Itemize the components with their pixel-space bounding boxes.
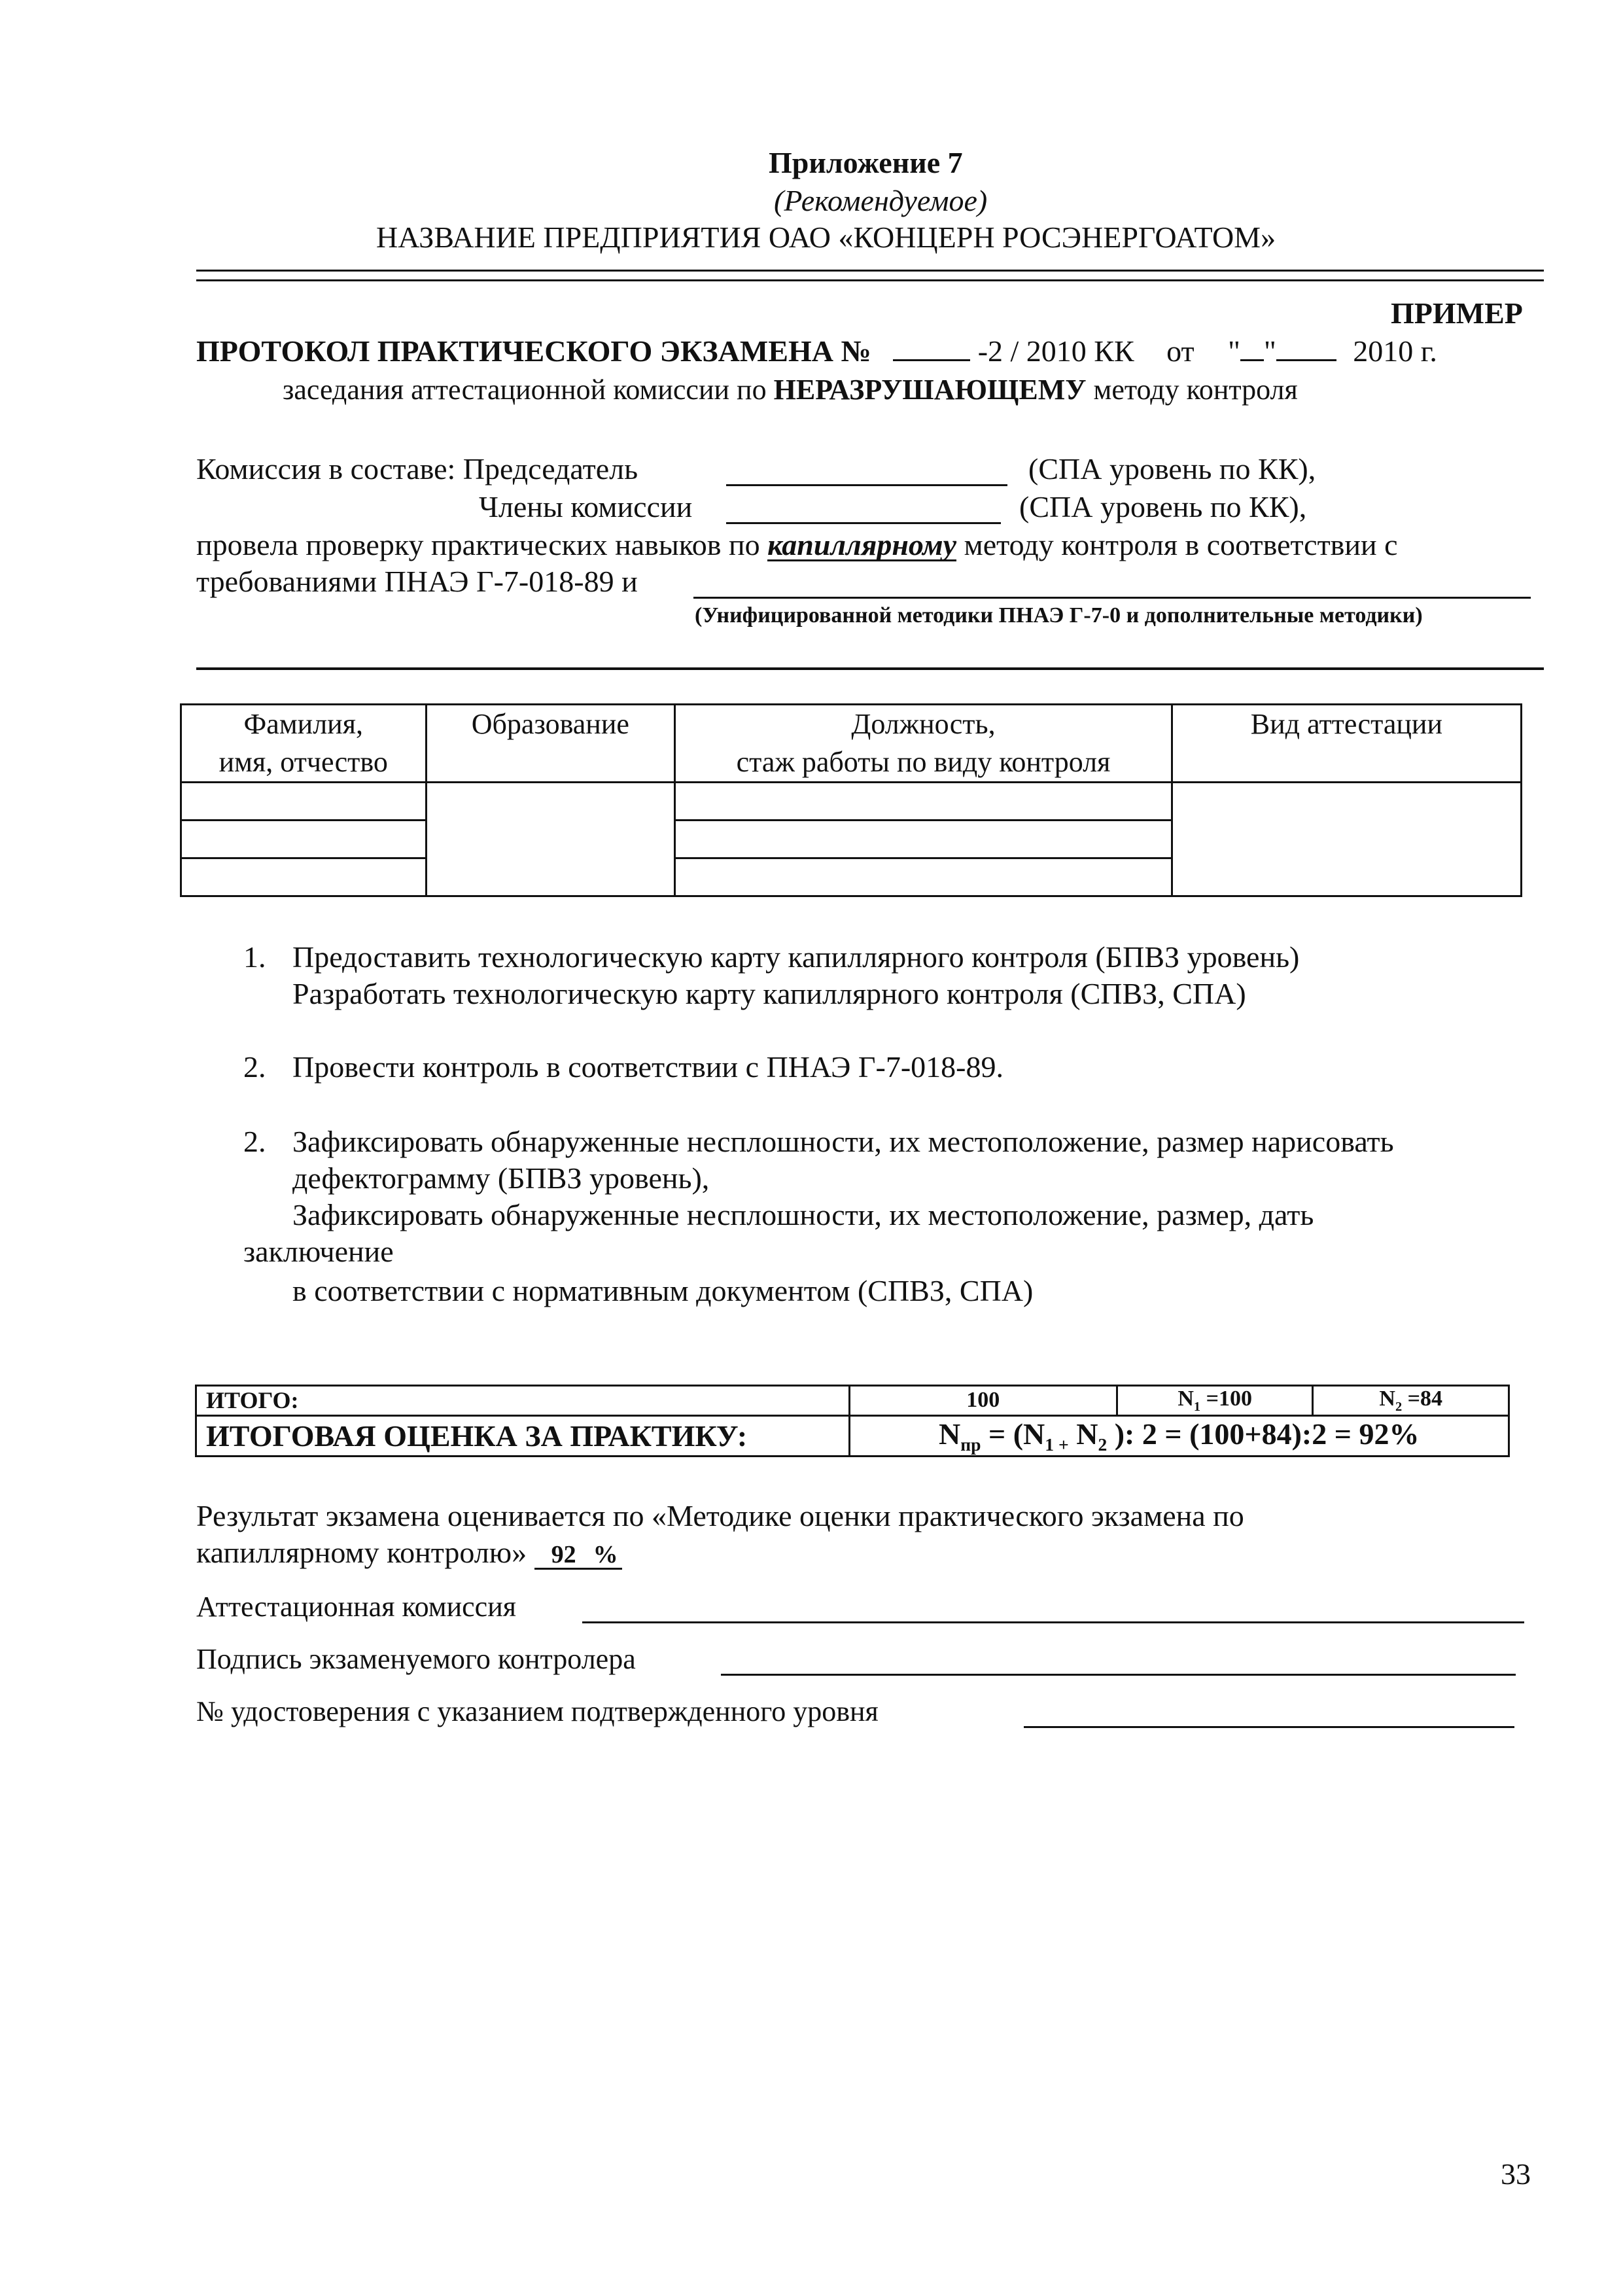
commission-chair-label: Комиссия в составе: Председатель: [196, 452, 638, 486]
task-3-line5: в соответствии с нормативным документом (СПВЗ, СПА): [292, 1274, 1034, 1307]
methodology-note: (Унифицированной методики ПНАЭ Г-7-0 и дополнительные методики): [695, 603, 1423, 627]
certificate-line: [1024, 1726, 1514, 1728]
chair-blank: [726, 484, 1007, 486]
result-unit: %: [593, 1541, 618, 1568]
position-cell: [675, 821, 1172, 858]
commission-signature-label: Аттестационная комиссия: [196, 1591, 516, 1623]
protocol-title-line: [196, 334, 1437, 368]
totals-row: [196, 1386, 1509, 1416]
protocol-year: 2010 г.: [1353, 334, 1437, 368]
task-1-line2: Разработать технологическую карту капиллярного контроля (СПВЗ, СПА): [292, 977, 1246, 1010]
examinee-signature-label: Подпись экзаменуемого контролера: [196, 1643, 636, 1675]
header-position: Должность, стаж работы по виду контроля: [675, 705, 1172, 783]
n1-value: $N_1 =100$: [1117, 1386, 1313, 1416]
result-score: [534, 1542, 622, 1570]
members-level: (СПА уровень по КК),: [1019, 490, 1307, 523]
final-score-label: ИТОГОВАЯ ОЦЕНКА ЗА ПРАКТИКУ:: [196, 1415, 850, 1456]
commission-signature-line: [582, 1621, 1524, 1623]
n2-value: $N_2 =84$: [1313, 1386, 1509, 1416]
day-blank: [1240, 359, 1264, 361]
protocol-subtitle: [283, 373, 1298, 406]
date-quote-close: ": [1263, 334, 1276, 368]
examinee-signature-line: [721, 1674, 1516, 1676]
table-header-row: [181, 705, 1522, 783]
line3-pre: провела проверку практических навыков по: [196, 528, 760, 561]
subtitle-pre: заседания аттестационной комиссии по: [283, 374, 767, 406]
name-cell: [181, 783, 427, 821]
name-cell: [181, 858, 427, 896]
protocol-number-blank: [893, 359, 970, 361]
task-1-line1: Предоставить технологическую карту капиллярного контроля (БПВЗ уровень): [292, 940, 1300, 974]
header-education: Образование: [426, 705, 675, 783]
double-separator: [196, 270, 1544, 281]
certificate-label: № удостоверения с указанием подтвержденного уровня: [196, 1695, 879, 1727]
subtitle-post: методу контроля: [1093, 374, 1298, 406]
section-rule: [196, 667, 1544, 670]
task-1-number: 1.: [243, 940, 266, 974]
members-blank: [726, 522, 1001, 524]
recommended-note: (Рекомендуемое): [774, 184, 988, 217]
commission-line4: требованиями ПНАЭ Г-7-018-89 и: [196, 565, 638, 598]
protocol-title: ПРОТОКОЛ ПРАКТИЧЕСКОГО ЭКЗАМЕНА №: [196, 334, 871, 368]
task-3-number: 2.: [243, 1125, 266, 1158]
task-2-line1: Провести контроль в соответствии с ПНАЭ Г-7-018-89.: [292, 1050, 1003, 1084]
totals-table: [195, 1385, 1510, 1457]
protocol-from: от: [1166, 334, 1195, 368]
commission-members-label: Члены комиссии: [479, 490, 693, 523]
final-score-row: [196, 1415, 1509, 1456]
example-label: ПРИМЕР: [1391, 296, 1523, 330]
appendix-title: Приложение 7: [769, 146, 963, 179]
month-blank: [1276, 359, 1336, 361]
protocol-number-suffix: -2 / 2010 КК: [977, 334, 1134, 368]
attestation-cell: [1172, 783, 1521, 896]
header-name: Фамилия, имя, отчество: [181, 705, 427, 783]
task-3-line2: дефектограмму (БПВЗ уровень),: [292, 1161, 710, 1195]
position-cell: [675, 858, 1172, 896]
line3-method: капиллярному: [767, 528, 957, 561]
company-name: НАЗВАНИЕ ПРЕДПРИЯТИЯ ОАО «КОНЦЕРН РОСЭНЕРГОАТОМ»: [376, 221, 1276, 254]
table-row: [181, 783, 1522, 821]
header-attestation-type: Вид аттестации: [1172, 705, 1521, 783]
task-3-line1: Зафиксировать обнаруженные несплошности, их местоположение, размер нарисовать: [292, 1125, 1394, 1158]
page-number: 33: [1501, 2157, 1531, 2191]
itogo-value: 100: [849, 1386, 1117, 1416]
chair-level: (СПА уровень по КК),: [1028, 452, 1316, 486]
result-line2: [196, 1535, 622, 1570]
result-value: 92: [551, 1541, 576, 1568]
methodology-blank: [693, 597, 1531, 599]
result-line2-text: капиллярному контролю»: [196, 1536, 527, 1569]
task-3-line3: Зафиксировать обнаруженные несплошности, их местоположение, размер, дать: [292, 1198, 1314, 1231]
commission-line3: [196, 527, 1398, 562]
name-cell: [181, 821, 427, 858]
task-3-line4: заключение: [243, 1235, 394, 1268]
result-line1: Результат экзамена оценивается по «Методике оценки практического экзамена по: [196, 1499, 1244, 1532]
position-cell: [675, 783, 1172, 821]
date-quote-open: ": [1228, 334, 1240, 368]
task-2-number: 2.: [243, 1050, 266, 1084]
education-cell: [426, 783, 675, 896]
subtitle-bold: НЕРАЗРУШАЮЩЕМУ: [773, 374, 1087, 406]
itogo-label: ИТОГО:: [196, 1386, 850, 1416]
final-score-formula: $N_{пр} = (N_{1 +}$ $N_2$ ): 2 = (100+84):2 = 92%: [849, 1415, 1509, 1456]
examinees-table: [180, 703, 1522, 897]
line3-post: методу контроля в соответствии с: [964, 528, 1398, 561]
